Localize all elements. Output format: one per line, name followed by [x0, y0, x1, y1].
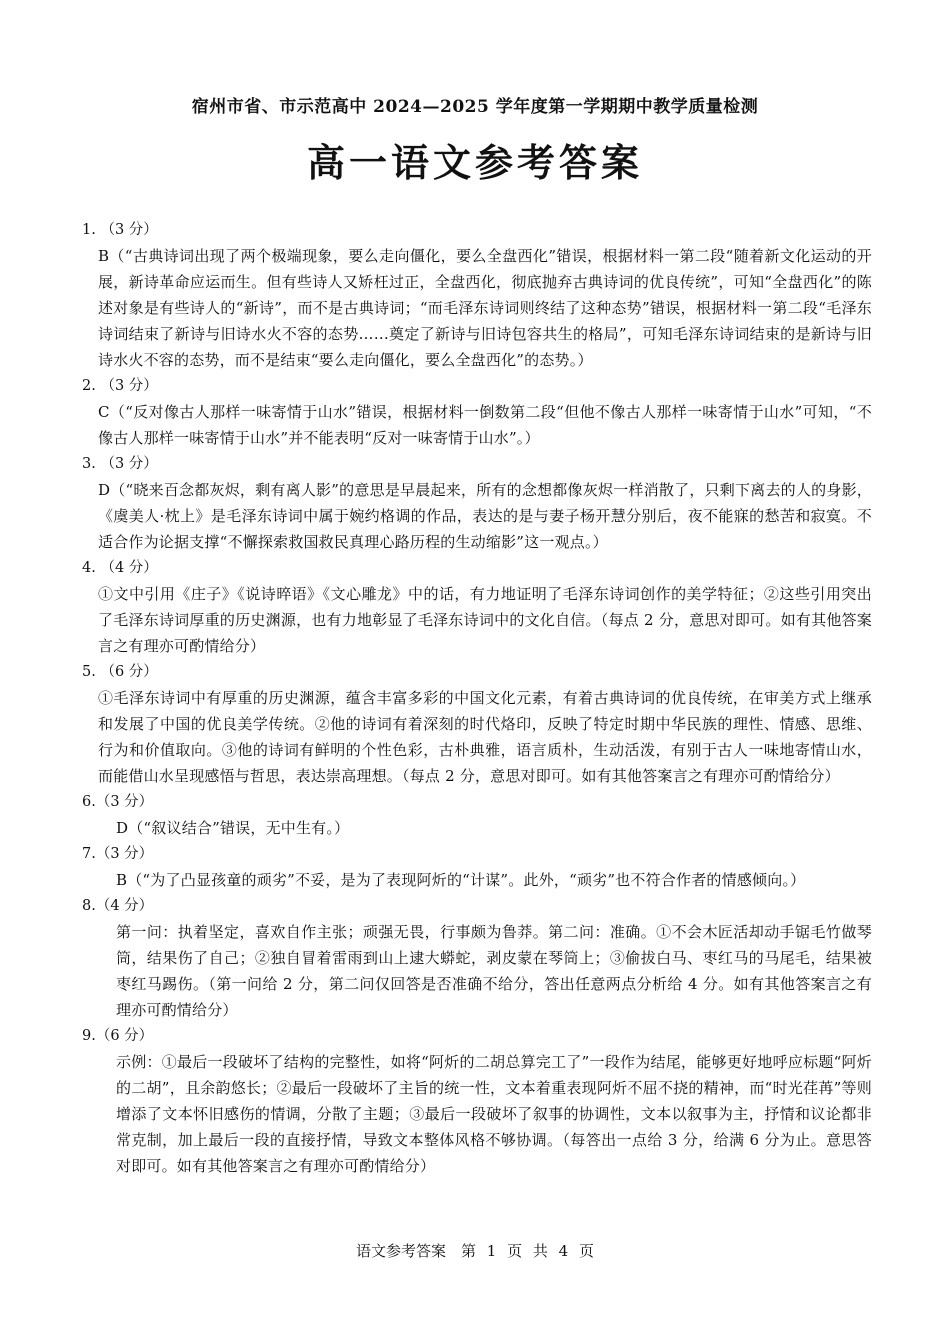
question-number: 2. （3 分）: [82, 378, 158, 394]
question-number: 7.（3 分）: [82, 846, 154, 862]
answer-item-5: [82, 659, 872, 789]
answer-item-6: [82, 789, 872, 841]
answer-text: D（“晓来百念都灰烬，剩有离人影”的意思是早晨起来，所有的念想都像灰烬一样消散了，只剩下离去的人的身影，《虞美人·枕上》是毛泽东诗词中属于婉约格调的作品，表达的是与妻子杨开慧分别后，夜不能寐的愁苦和寂寞。不适合作为论据支撑“不懈探索救国救民真理心路历程的生动缩影”这一观点。）: [98, 481, 872, 551]
answer-text: ①毛泽东诗词中有厚重的历史渊源，蕴含丰富多彩的中国文化元素，有着古典诗词的优良传统，在审美方式上继承和发展了中国的优良美学传统。②他的诗词有着深刻的时代烙印，反映了特定时期中华民族的理性、情感、思维、行为和价值取向。③他的诗词有鲜明的个性色彩，古朴典雅，语言质朴，生动活泼，有别于古人一味地寄情山水，而能借山水呈现感悟与哲思，表达崇高理想。（每点 2 分，意思对即可。如有其他答案言之有理亦可酌情给分）: [98, 689, 872, 785]
question-number: 6.（3 分）: [82, 794, 154, 810]
answer-item-8: [82, 893, 872, 1023]
answer-text: C（“反对像古人那样一味寄情于山水”错误，根据材料一倒数第二段“但他不像古人那样一味寄情于山水”可知，“不像古人那样一味寄情于山水”并不能表明“反对一味寄情于山水”。）: [98, 403, 872, 447]
answer-text: 示例：①最后一段破坏了结构的完整性，如将“阿炘的二胡总算完工了”一段作为结尾，能够更好地呼应标题“阿炘的二胡”，且余韵悠长；②最后一段破坏了主旨的统一性，文本着重表现阿炘不屈不挠的精神，而“时光荏苒”等则增添了文本怀旧感伤的情调，分散了主题；③最后一段破坏了叙事的协调性，文本以叙事为主，抒情和议论都非常克制，加上最后一段的直接抒情，导致文本整体风格不够协调。（每答出一点给 3 分，给满 6 分为止。意思答对即可。如有其他答案言之有理亦可酌情给分）: [116, 1053, 872, 1175]
answer-item-4: [82, 555, 872, 659]
answer-text: 第一问：执着坚定，喜欢自作主张；顽强无畏，行事颇为鲁莽。第二问：准确。①不会木匠活却动手锯毛竹做琴筒，结果伤了自己；②独自冒着雷雨到山上逮大蟒蛇，剥皮蒙在琴筒上；③偷拔白马、枣红马的马尾毛，结果被枣红马踢伤。（第一问给 2 分，第二问仅回答是否准确不给分，答出任意两点分析给 4 分。如有其他答案言之有理亦可酌情给分）: [116, 923, 872, 1019]
answer-text: B（“古典诗词出现了两个极端现象，要么走向僵化，要么全盘西化”错误，根据材料一第二段“随着新文化运动的开展，新诗革命应运而生。但有些诗人又矫枉过正，全盘西化，彻底抛弃古典诗词的优良传统”，可知“全盘西化”的陈述对象是有些诗人的“新诗”，而不是古典诗词；“而毛泽东诗词则终结了这种态势”错误，根据材料一第二段“毛泽东诗词结束了新诗与旧诗水火不容的态势……奠定了新诗与旧诗包容共生的格局”，可知毛泽东诗词结束的是新诗与旧诗水火不容的态势，而不是结束“要么走向僵化，要么全盘西化”的态势。）: [98, 247, 872, 369]
question-number: 1. （3 分）: [82, 222, 158, 238]
question-number: 8.（4 分）: [82, 898, 154, 914]
answer-list: [82, 217, 872, 1179]
page-footer: 语文参考答案 第 1 页 共 4 页: [356, 1242, 594, 1260]
answer-item-9: [82, 1023, 872, 1179]
answer-text: D（“叙议结合”错误，无中生有。）: [116, 819, 350, 837]
page-title: 高一语文参考答案: [306, 140, 643, 185]
question-number: 9.（6 分）: [82, 1028, 154, 1044]
answer-item-7: [82, 841, 872, 893]
answer-item-3: [82, 451, 872, 555]
answer-item-2: [82, 373, 872, 451]
answer-text: B（“为了凸显孩童的顽劣”不妥，是为了表现阿炘的“计谋”。此外，“顽劣”也不符合作者的情感倾向。）: [116, 871, 806, 889]
exam-subtitle: 宿州市省、市示范高中 2024—2025 学年度第一学期期中教学质量检测: [191, 97, 759, 117]
question-number: 4. （4 分）: [82, 560, 158, 576]
question-number: 5. （6 分）: [82, 664, 158, 680]
question-number: 3. （3 分）: [82, 456, 158, 472]
answer-text: ①文中引用《庄子》《说诗晬语》《文心雕龙》中的话，有力地证明了毛泽东诗词创作的美学特征；②这些引用突出了毛泽东诗词厚重的历史渊源，也有力地彰显了毛泽东诗词中的文化自信。（每点 2 分，意思对即可。如有其他答案言之有理亦可酌情给分）: [98, 585, 872, 655]
answer-item-1: [82, 217, 872, 373]
